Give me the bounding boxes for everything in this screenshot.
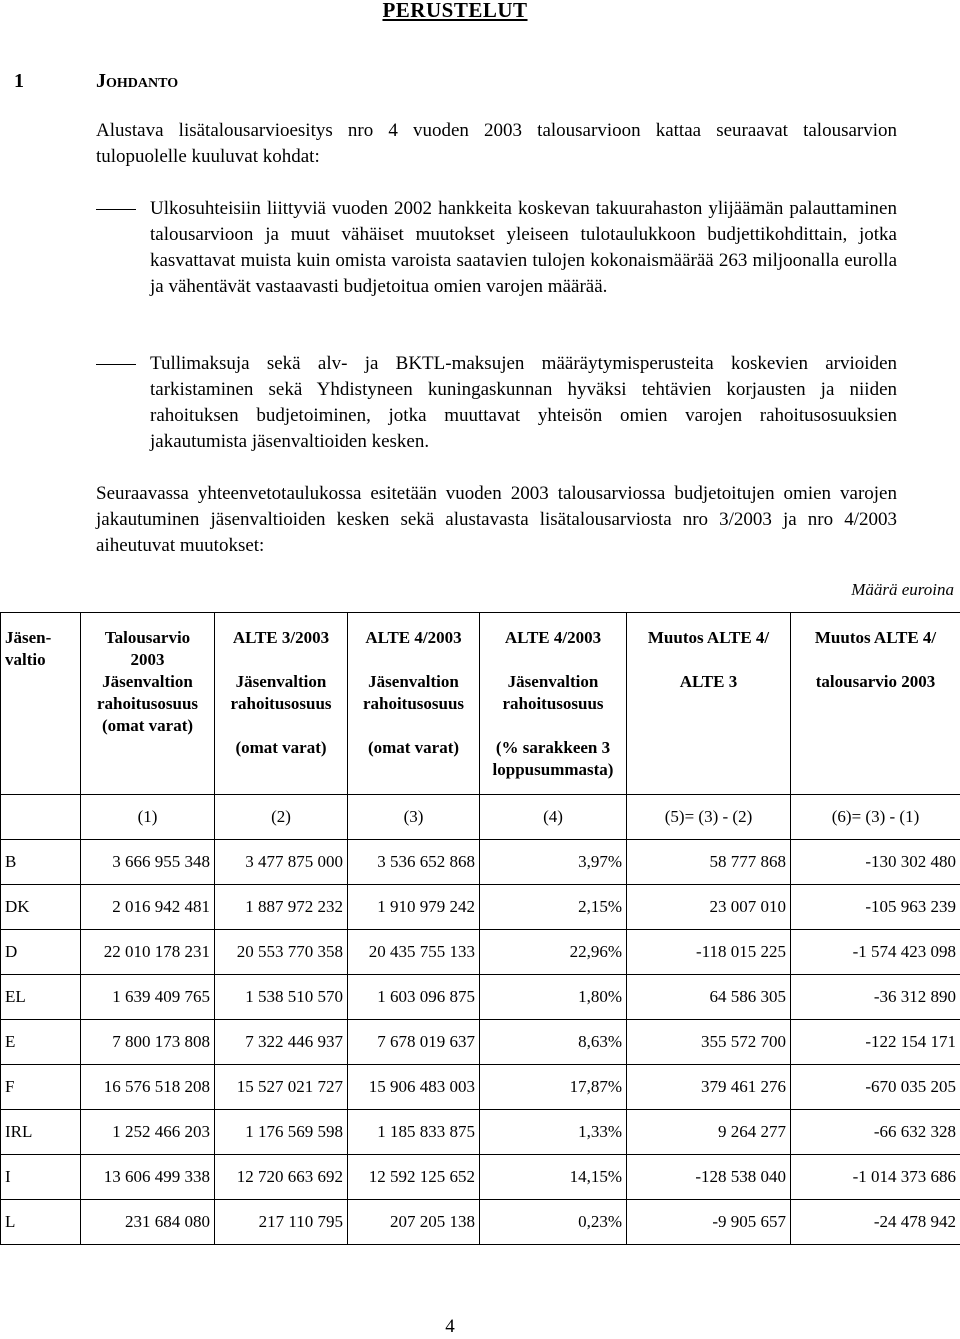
budget-cell: 16 576 518 208 — [81, 1065, 215, 1110]
table-row — [1, 885, 960, 930]
member-state-cell: EL — [1, 975, 81, 1020]
percent-cell: 14,15% — [480, 1155, 627, 1200]
header-line: Talousarvio — [104, 628, 191, 647]
percent-cell: 0,23% — [480, 1200, 627, 1245]
member-state-cell: E — [1, 1020, 81, 1065]
header-line: (omat varat) — [101, 716, 194, 735]
header-line: ALTE 4/2003 — [365, 628, 462, 647]
section-heading: Johdanto — [96, 70, 179, 92]
alte4-cell: 1 910 979 242 — [348, 885, 480, 930]
member-state-cell: L — [1, 1200, 81, 1245]
alte3-cell: 1 176 569 598 — [215, 1110, 348, 1155]
header-line: ALTE 3/2003 — [232, 628, 330, 647]
header-line: Jäsenvaltion — [368, 672, 459, 691]
header-line: Jäsen- — [5, 628, 52, 647]
change-budget-cell: -66 632 328 — [791, 1110, 960, 1155]
header-line: rahoitusosuus — [230, 694, 332, 713]
member-state-cell: I — [1, 1155, 81, 1200]
change-alte3-cell: -118 015 225 — [627, 930, 791, 975]
alte3-cell: 15 527 021 727 — [215, 1065, 348, 1110]
header-change-alte4-alte3 — [627, 613, 791, 795]
header-line: Muutos ALTE 4/ — [814, 628, 937, 647]
member-state-cell: IRL — [1, 1110, 81, 1155]
page-title: PERUSTELUT — [382, 0, 528, 22]
alte4-cell: 3 536 652 868 — [348, 840, 480, 885]
alte3-cell: 20 553 770 358 — [215, 930, 348, 975]
change-budget-cell: -1 014 373 686 — [791, 1155, 960, 1200]
percent-cell: 17,87% — [480, 1065, 627, 1110]
change-alte3-cell: 9 264 277 — [627, 1110, 791, 1155]
header-line: valtio — [5, 650, 46, 669]
budget-cell: 231 684 080 — [81, 1200, 215, 1245]
percent-cell: 1,80% — [480, 975, 627, 1020]
column-number: (5)= (3) - (2) — [627, 795, 791, 840]
bullet-dash — [96, 209, 136, 210]
column-number: (2) — [215, 795, 348, 840]
column-number: (3) — [348, 795, 480, 840]
percent-cell: 1,33% — [480, 1110, 627, 1155]
percent-cell: 3,97% — [480, 840, 627, 885]
percent-cell: 8,63% — [480, 1020, 627, 1065]
member-state-cell: D — [1, 930, 81, 975]
change-alte3-cell: 58 777 868 — [627, 840, 791, 885]
budget-cell: 1 252 466 203 — [81, 1110, 215, 1155]
alte3-cell: 7 322 446 937 — [215, 1020, 348, 1065]
table-row — [1, 1155, 960, 1200]
percent-cell: 2,15% — [480, 885, 627, 930]
column-number-row — [1, 795, 960, 840]
header-line: rahoitusosuus — [502, 694, 604, 713]
header-line: Muutos ALTE 4/ — [647, 628, 770, 647]
header-line: ALTE 3 — [679, 672, 738, 691]
column-number-blank — [1, 795, 81, 840]
header-line: (omat varat) — [367, 738, 460, 757]
column-number: (4) — [480, 795, 627, 840]
column-number: (1) — [81, 795, 215, 840]
alte4-cell: 12 592 125 652 — [348, 1155, 480, 1200]
budget-cell: 1 639 409 765 — [81, 975, 215, 1020]
header-change-alte4-budget — [791, 613, 960, 795]
alte4-cell: 20 435 755 133 — [348, 930, 480, 975]
alte3-cell: 217 110 795 — [215, 1200, 348, 1245]
change-alte3-cell: 64 586 305 — [627, 975, 791, 1020]
change-budget-cell: -24 478 942 — [791, 1200, 960, 1245]
change-alte3-cell: -9 905 657 — [627, 1200, 791, 1245]
change-budget-cell: -1 574 423 098 — [791, 930, 960, 975]
change-alte3-cell: 23 007 010 — [627, 885, 791, 930]
alte3-cell: 12 720 663 692 — [215, 1155, 348, 1200]
table-header-row — [1, 613, 960, 795]
bullet-item: Ulkosuhteisiin liittyviä vuoden 2002 hankkeita koskevan takuurahaston ylijäämän palauttaminen talousarvioon ja muut vähäiset muutokset yleiseen tulotaulukkoon budjettikohdittain, jotka kasvattavat muista kuin omista varoista saatavien tulojen kokonaismäärää 263 miljoonalla eurolla ja vähentävät vastaavasti budjetoitua omien varojen määrää. — [150, 198, 897, 297]
budget-cell: 3 666 955 348 — [81, 840, 215, 885]
intro-paragraph: Alustava lisätalousarvioesitys nro 4 vuoden 2003 talousarvioon kattaa seuraavat talousarvion tulopuolelle kuuluvat kohdat: — [96, 120, 897, 167]
header-member-state — [1, 613, 81, 795]
budget-cell: 22 010 178 231 — [81, 930, 215, 975]
change-budget-cell: -130 302 480 — [791, 840, 960, 885]
bullet-item: Tullimaksuja sekä alv- ja BKTL-maksujen määräytymisperusteita koskevien arvioiden tarkistaminen sekä Yhdistyneen kuningaskunnan hyväksi tehtävien korjausten ja niiden rahoituksen budjetoiminen, jotka muuttavat yhteisön omien varojen rahoitusosuuksien jakautumista jäsenvaltioiden kesken. — [150, 353, 897, 452]
table-row — [1, 840, 960, 885]
alte4-cell: 207 205 138 — [348, 1200, 480, 1245]
member-state-cell: F — [1, 1065, 81, 1110]
member-state-cell: DK — [1, 885, 81, 930]
header-line: talousarvio 2003 — [815, 672, 936, 691]
header-line: Jäsenvaltion — [235, 672, 327, 691]
alte3-cell: 1 538 510 570 — [215, 975, 348, 1020]
budget-cell: 7 800 173 808 — [81, 1020, 215, 1065]
header-line: ALTE 4/2003 — [504, 628, 602, 647]
change-budget-cell: -105 963 239 — [791, 885, 960, 930]
header-line: rahoitusosuus — [96, 694, 199, 713]
alte4-cell: 1 603 096 875 — [348, 975, 480, 1020]
bullet-dash — [96, 364, 136, 365]
header-line: (% sarakkeen 3 — [495, 738, 611, 757]
budget-cell: 13 606 499 338 — [81, 1155, 215, 1200]
change-budget-cell: -36 312 890 — [791, 975, 960, 1020]
budget-cell: 2 016 942 481 — [81, 885, 215, 930]
change-alte3-cell: 379 461 276 — [627, 1065, 791, 1110]
member-state-cell: B — [1, 840, 81, 885]
section-number: 1 — [14, 70, 24, 92]
alte4-cell: 15 906 483 003 — [348, 1065, 480, 1110]
alte4-cell: 1 185 833 875 — [348, 1110, 480, 1155]
alte4-cell: 7 678 019 637 — [348, 1020, 480, 1065]
header-line: Jäsenvaltion — [102, 672, 193, 691]
table-row — [1, 930, 960, 975]
unit-note: Määrä euroina — [851, 580, 954, 599]
alte3-cell: 3 477 875 000 — [215, 840, 348, 885]
header-alte-3 — [215, 613, 348, 795]
header-alte-4-percent — [480, 613, 627, 795]
header-line: rahoitusosuus — [362, 694, 465, 713]
table-row — [1, 975, 960, 1020]
header-alte-4 — [348, 613, 480, 795]
change-alte3-cell: 355 572 700 — [627, 1020, 791, 1065]
header-line: (omat varat) — [235, 738, 327, 757]
header-line: 2003 — [130, 650, 165, 669]
table-row — [1, 1110, 960, 1155]
header-line: loppusummasta) — [492, 760, 614, 779]
header-line: Jäsenvaltion — [507, 672, 599, 691]
column-number: (6)= (3) - (1) — [791, 795, 960, 840]
table-row — [1, 1200, 960, 1245]
change-alte3-cell: -128 538 040 — [627, 1155, 791, 1200]
page-number: 4 — [445, 1316, 455, 1337]
table-row — [1, 1020, 960, 1065]
header-budget-2003 — [81, 613, 215, 795]
percent-cell: 22,96% — [480, 930, 627, 975]
change-budget-cell: -670 035 205 — [791, 1065, 960, 1110]
alte3-cell: 1 887 972 232 — [215, 885, 348, 930]
table-row — [1, 1065, 960, 1110]
summary-paragraph: Seuraavassa yhteenvetotaulukossa esitetään vuoden 2003 talousarviossa budjetoitujen omien varojen jakautuminen jäsenvaltioiden kesken sekä alustavasta lisätalousarviosta nro 3/2003 ja nro 4/2003 aiheutuvat muutokset: — [96, 483, 897, 556]
own-resources-table — [0, 612, 960, 1245]
change-budget-cell: -122 154 171 — [791, 1020, 960, 1065]
